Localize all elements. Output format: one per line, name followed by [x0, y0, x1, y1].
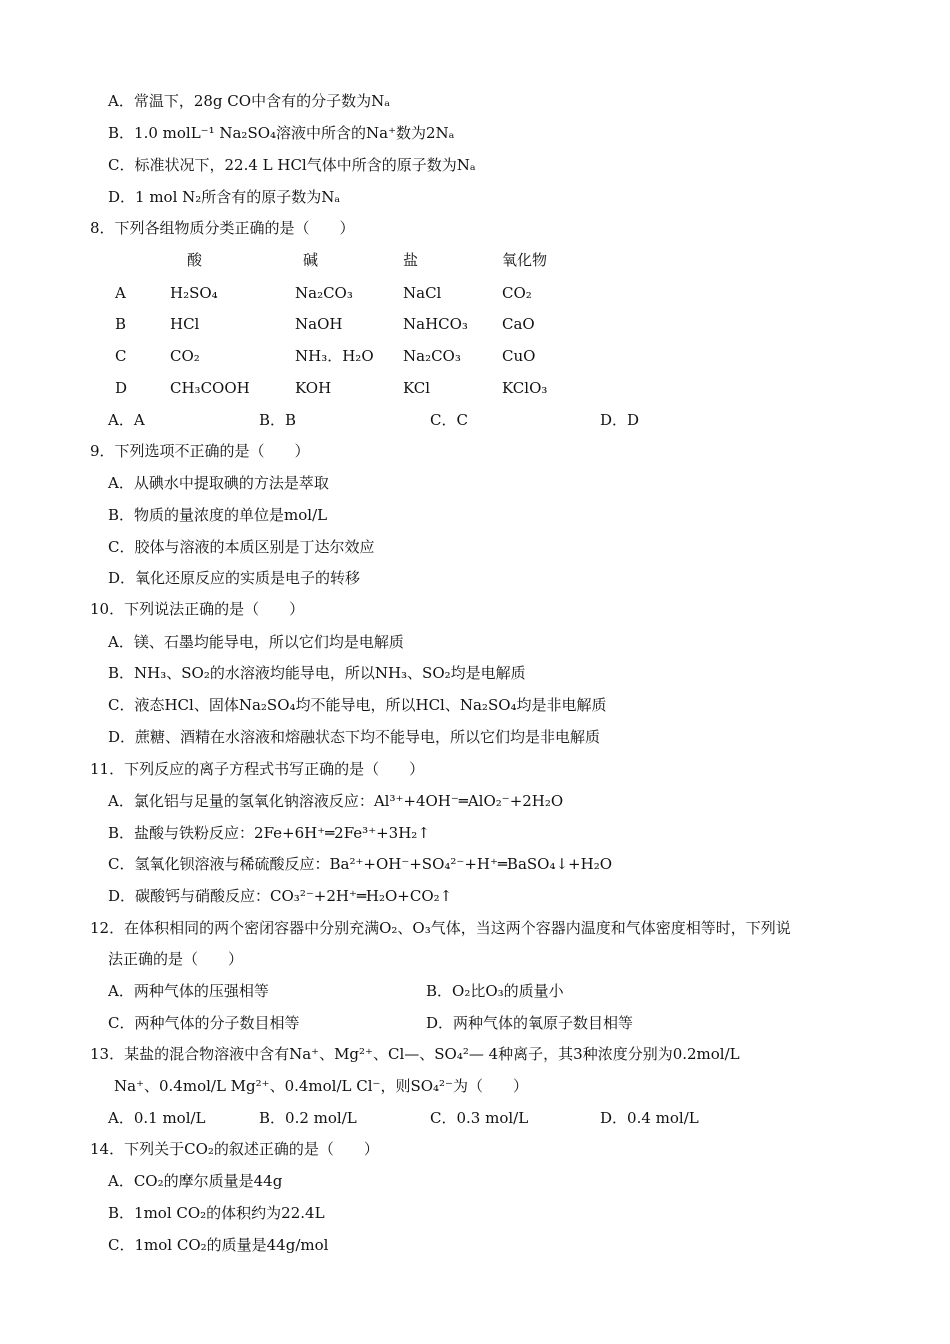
q7-option-c: C．标准状况下，22.4 L HCl气体中所含的原子数为Nₐ: [108, 156, 476, 174]
q10-stem: 10．下列说法正确的是（ ）: [90, 600, 305, 618]
q8-row-a-oxide: CO₂: [502, 284, 532, 302]
q10-option-b: B．NH₃、SO₂的水溶液均能导电，所以NH₃、SO₂均是电解质: [108, 664, 526, 682]
q8-row-d-label: D: [115, 379, 128, 397]
q8-row-a-salt: NaCl: [403, 284, 442, 302]
q12-option-d: D．两种气体的氧原子数目相等: [426, 1014, 634, 1032]
q10-option-c: C．液态HCl、固体Na₂SO₄均不能导电，所以HCl、Na₂SO₄均是非电解质: [108, 696, 607, 714]
q8-row-b-acid: HCl: [170, 315, 200, 333]
q10-option-d: D．蔗糖、酒精在水溶液和熔融状态下均不能导电，所以它们均是非电解质: [108, 728, 601, 746]
q13-stem-line1: 13．某盐的混合物溶液中含有Na⁺、Mg²⁺、Cl—、SO₄²— 4种离子，其3种浓度分别为0.2mol/L: [90, 1045, 740, 1063]
q8-header-salt: 盐: [403, 251, 419, 269]
q8-row-b-salt: NaHCO₃: [403, 315, 468, 333]
q14-option-c: C．1mol CO₂的质量是44g/mol: [108, 1236, 329, 1254]
q14-option-a: A．CO₂的摩尔质量是44g: [108, 1172, 283, 1190]
q11-stem: 11．下列反应的离子方程式书写正确的是（ ）: [90, 760, 425, 778]
q8-answer-d: D．D: [600, 411, 640, 429]
q11-option-d: D．碳酸钙与硝酸反应：CO₃²⁻+2H⁺═H₂O+CO₂↑: [108, 887, 453, 905]
q8-row-c-acid: CO₂: [170, 347, 200, 365]
q12-option-b: B．O₂比O₃的质量小: [426, 982, 564, 1000]
q8-stem: 8．下列各组物质分类正确的是（ ）: [90, 219, 355, 237]
q11-option-c: C．氢氧化钡溶液与稀硫酸反应：Ba²⁺+OH⁻+SO₄²⁻+H⁺═BaSO₄↓+H₂O: [108, 855, 613, 873]
q9-option-b: B．物质的量浓度的单位是mol/L: [108, 506, 328, 524]
q14-option-b: B．1mol CO₂的体积约为22.4L: [108, 1204, 325, 1222]
q12-option-a: A．两种气体的压强相等: [108, 982, 269, 1000]
q9-option-c: C．胶体与溶液的本质区别是丁达尔效应: [108, 538, 375, 556]
q8-row-b-label: B: [115, 315, 127, 333]
q8-row-a-acid: H₂SO₄: [170, 284, 218, 302]
q11-option-b: B．盐酸与铁粉反应：2Fe+6H⁺═2Fe³⁺+3H₂↑: [108, 824, 430, 842]
q13-option-a: A．0.1 mol/L: [108, 1109, 206, 1127]
q8-row-d-oxide: KClO₃: [502, 379, 548, 397]
q8-row-b-base: NaOH: [295, 315, 343, 333]
q8-row-d-base: KOH: [295, 379, 332, 397]
q8-header-base: 碱: [303, 251, 319, 269]
q8-answer-c: C．C: [430, 411, 468, 429]
q8-header-acid: 酸: [187, 251, 203, 269]
q11-option-a: A．氯化铝与足量的氢氧化钠溶液反应：Al³⁺+4OH⁻═AlO₂⁻+2H₂O: [108, 792, 564, 810]
q7-option-b: B．1.0 molL⁻¹ Na₂SO₄溶液中所含的Na⁺数为2Nₐ: [108, 124, 455, 142]
q9-stem: 9．下列选项不正确的是（ ）: [90, 442, 310, 460]
q8-row-b-oxide: CaO: [502, 315, 535, 333]
q8-row-a-base: Na₂CO₃: [295, 284, 353, 302]
q8-header-oxide: 氧化物: [502, 251, 548, 269]
q7-option-d: D．1 mol N₂所含有的原子数为Nₐ: [108, 188, 341, 206]
q8-row-c-base: NH₃．H₂O: [295, 347, 374, 365]
q8-answer-a: A．A: [108, 411, 145, 429]
q13-stem-line2: Na⁺、0.4mol/L Mg²⁺、0.4mol/L Cl⁻，则SO₄²⁻为（ ）: [114, 1077, 528, 1095]
q8-answer-b: B．B: [259, 411, 297, 429]
q13-option-b: B．0.2 mol/L: [259, 1109, 357, 1127]
q7-option-a: A．常温下，28g CO中含有的分子数为Nₐ: [108, 92, 390, 110]
q8-row-a-label: A: [115, 284, 126, 302]
q12-stem-line1: 12．在体积相同的两个密闭容器中分别充满O₂、O₃气体，当这两个容器内温度和气体密度相等时，下列说: [90, 919, 791, 937]
q13-option-d: D．0.4 mol/L: [600, 1109, 699, 1127]
q8-row-c-oxide: CuO: [502, 347, 536, 365]
q12-stem-line2: 法正确的是（ ）: [108, 950, 244, 968]
q14-stem: 14．下列关于CO₂的叙述正确的是（ ）: [90, 1140, 379, 1158]
q9-option-d: D．氧化还原反应的实质是电子的转移: [108, 569, 361, 587]
q9-option-a: A．从碘水中提取碘的方法是萃取: [108, 474, 329, 492]
q8-row-c-salt: Na₂CO₃: [403, 347, 461, 365]
q13-option-c: C．0.3 mol/L: [430, 1109, 529, 1127]
q8-row-d-salt: KCl: [403, 379, 431, 397]
q8-row-c-label: C: [115, 347, 127, 365]
q8-row-d-acid: CH₃COOH: [170, 379, 250, 397]
q12-option-c: C．两种气体的分子数目相等: [108, 1014, 300, 1032]
q10-option-a: A．镁、石墨均能导电，所以它们均是电解质: [108, 633, 404, 651]
